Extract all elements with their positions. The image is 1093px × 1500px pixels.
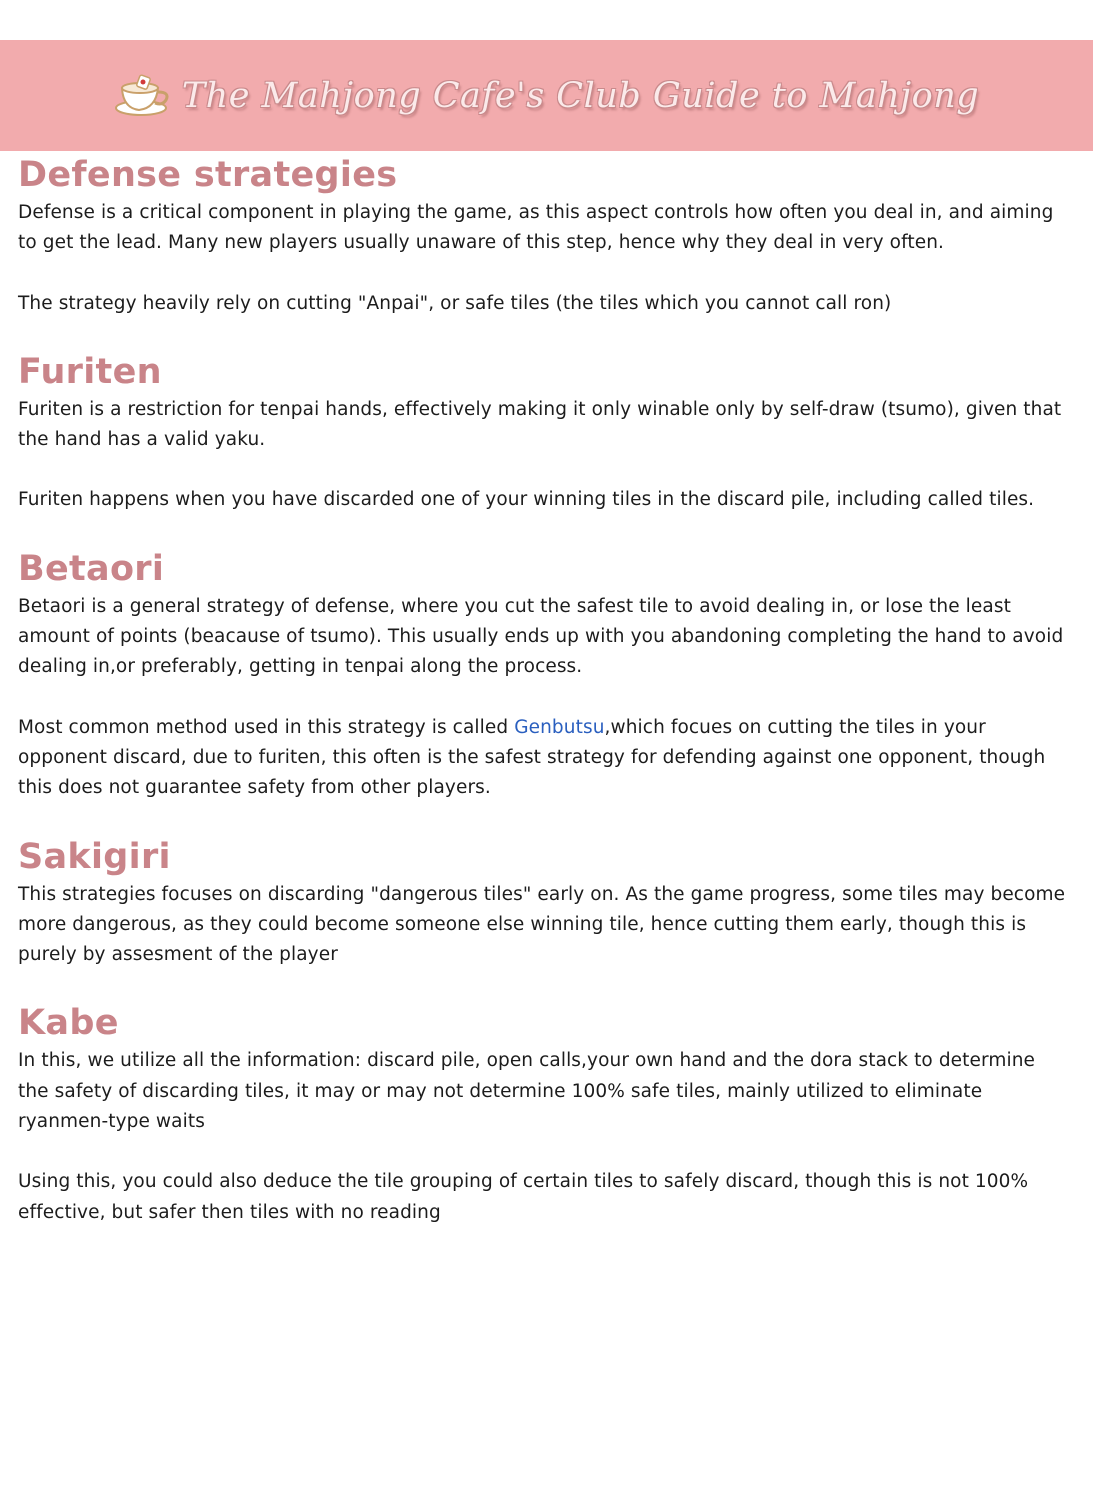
section-title-sakigiri: Sakigiri bbox=[18, 836, 171, 877]
header-inner bbox=[114, 74, 979, 118]
paragraph: Using this, you could also deduce the tile grouping of certain tiles to safely discard, though this is not 100% effective, but safer then tiles with no reading bbox=[18, 1171, 1029, 1223]
paragraph: Defense is a critical component in playing the game, as this aspect controls how often you deal in, and aiming to get the lead. Many new players usually unaware of this step, hence why they deal in very often. bbox=[18, 202, 1054, 254]
page-title: The Mahjong Cafe's Club Guide to Mahjong bbox=[181, 75, 980, 116]
main-content bbox=[18, 152, 1068, 1228]
paragraph: Furiten is a restriction for tenpai hands, effectively making it only winable only by self-draw (tsumo), given that the hand has a valid yaku. bbox=[18, 398, 1062, 451]
paragraph-text-before-link: Most common method used in this strategy is called bbox=[18, 716, 515, 738]
paragraph: Furiten happens when you have discarded one of your winning tiles in the discard pile, including called tiles. bbox=[18, 489, 1035, 511]
header-banner bbox=[0, 40, 1093, 151]
section-title-betaori: Betaori bbox=[18, 548, 165, 589]
coffee-cup-icon bbox=[114, 74, 172, 118]
section-title-furiten: Furiten bbox=[18, 351, 162, 392]
genbutsu-link[interactable]: Genbutsu bbox=[514, 716, 605, 738]
paragraph-text-after-link: ,which focues on cutting the tiles in your opponent discard, due to furiten, this often is the safest strategy for defending against one opponent, though this does not guarantee safety from other players. bbox=[18, 716, 1046, 799]
section-title-defense-strategies: Defense strategies bbox=[18, 155, 398, 195]
paragraph: The strategy heavily rely on cutting "Anpai", or safe tiles (the tiles which you cannot call ron) bbox=[18, 292, 892, 314]
paragraph: In this, we utilize all the information: discard pile, open calls,your own hand and the dora stack to determine the safety of discarding tiles, it may or may not determine 100% safe tiles, mainly utilized to eliminate ryanmen-type waits bbox=[18, 1050, 1036, 1133]
paragraph: This strategies focuses on discarding "dangerous tiles" early on. As the game progress, some tiles may become more dangerous, as they could become someone else winning tile, hence cutting them early, though this is purely by assesment of the player bbox=[18, 883, 1066, 966]
paragraph-with-link bbox=[18, 713, 1068, 804]
paragraph: Betaori is a general strategy of defense, where you cut the safest tile to avoid dealing in, or lose the least amount of points (beacause of tsumo). This usually ends up with you abandoning completing the hand to avoid dealing in,or preferably, getting in tenpai along the process. bbox=[18, 595, 1064, 678]
section-title-kabe: Kabe bbox=[18, 1003, 119, 1044]
